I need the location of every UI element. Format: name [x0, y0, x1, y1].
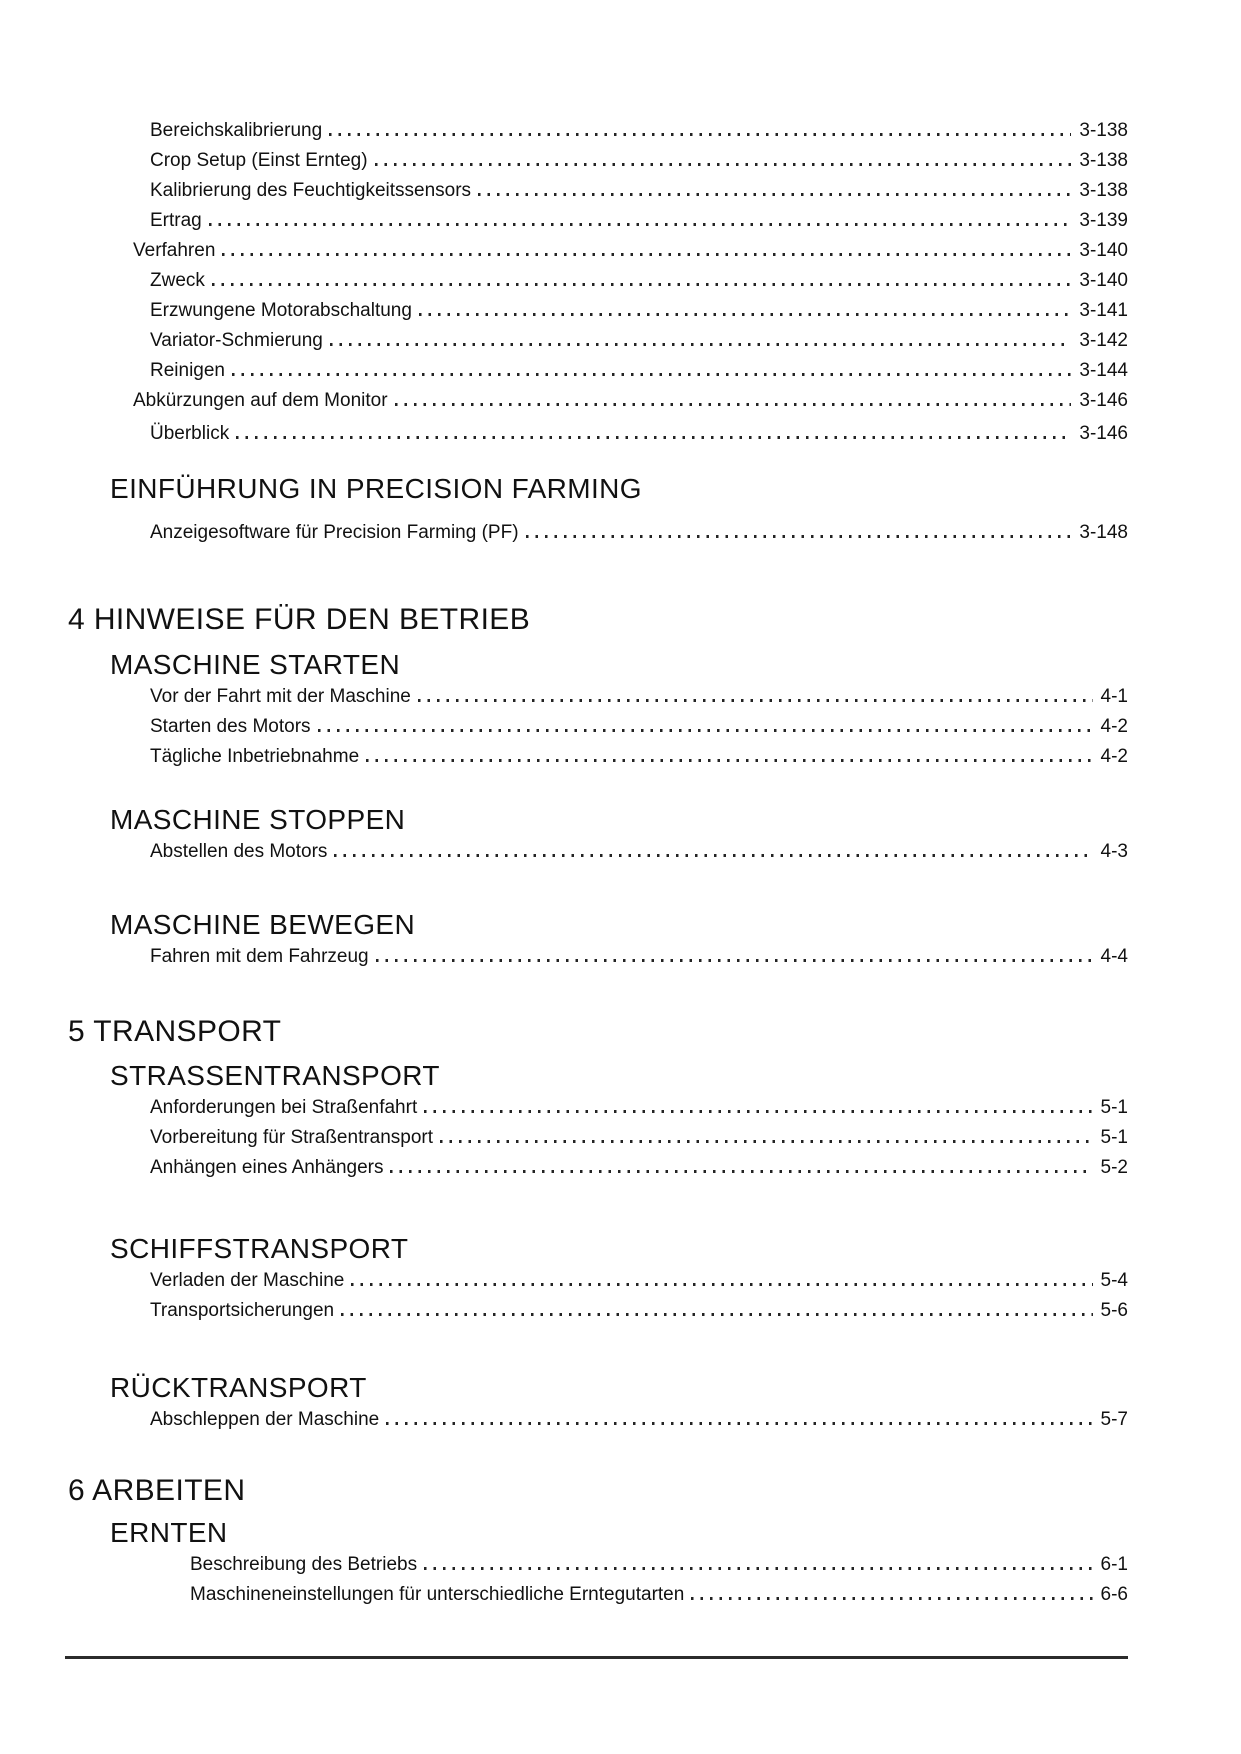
toc-entry — [0, 1405, 1241, 1435]
toc-entry — [0, 266, 1241, 296]
section-heading-strassentransport: STRASSENTRANSPORT — [110, 1060, 440, 1091]
dot-leader — [341, 1313, 1092, 1316]
toc-entry-page: 6-6 — [1100, 1584, 1128, 1605]
dot-leader — [212, 283, 1071, 286]
toc-entry-page: 3-140 — [1079, 240, 1128, 261]
toc-entry — [0, 1580, 1241, 1610]
dot-leader — [395, 403, 1072, 406]
toc-entry-page: 3-142 — [1079, 330, 1128, 351]
toc-entry — [0, 236, 1241, 266]
toc-entry-page: 3-146 — [1079, 423, 1128, 444]
toc-entry — [0, 1550, 1241, 1580]
toc-block-chapter3-continued — [0, 116, 1241, 449]
toc-entry — [0, 837, 1241, 867]
toc-entry-label: Abschleppen der Maschine — [150, 1409, 380, 1430]
dot-leader — [366, 759, 1092, 762]
toc-entry-label: Abstellen des Motors — [150, 841, 328, 862]
dot-leader — [232, 373, 1071, 376]
dot-leader — [390, 1170, 1092, 1173]
toc-entry — [0, 146, 1241, 176]
dot-leader — [222, 253, 1071, 256]
toc-entry-page: 5-7 — [1100, 1409, 1128, 1430]
dot-leader — [236, 436, 1071, 439]
toc-entry-label: Abkürzungen auf dem Monitor — [133, 390, 388, 411]
toc-entry-label: Tägliche Inbetriebnahme — [150, 746, 360, 767]
dot-leader — [334, 854, 1092, 857]
chapter-heading-hinweise-fuer-den-betrieb: 4 HINWEISE FÜR DEN BETRIEB — [68, 603, 531, 636]
toc-entry — [0, 1296, 1241, 1326]
toc-entry-page: 4-1 — [1100, 686, 1128, 707]
dot-leader — [424, 1110, 1092, 1113]
section-heading-ruecktransport: RÜCKTRANSPORT — [110, 1372, 367, 1403]
toc-entry-label: Ertrag — [150, 210, 202, 231]
dot-leader — [424, 1567, 1092, 1570]
dot-leader — [329, 133, 1071, 136]
toc-entry-page: 5-1 — [1100, 1097, 1128, 1118]
toc-entry-page: 3-138 — [1079, 150, 1128, 171]
dot-leader — [526, 535, 1072, 538]
toc-entry — [0, 1093, 1241, 1123]
section-heading-maschine-stoppen: MASCHINE STOPPEN — [110, 804, 406, 835]
toc-entry — [0, 682, 1241, 712]
toc-entry-label: Transportsicherungen — [150, 1300, 335, 1321]
section-heading-maschine-bewegen: MASCHINE BEWEGEN — [110, 909, 416, 940]
section-heading-einfuehrung-precision-farming: EINFÜHRUNG IN PRECISION FARMING — [110, 473, 642, 504]
dot-leader — [440, 1140, 1092, 1143]
toc-entry-label: Verladen der Maschine — [150, 1270, 345, 1291]
toc-entry — [0, 356, 1241, 386]
toc-entry-label: Reinigen — [150, 360, 225, 381]
toc-entry-page: 3-144 — [1079, 360, 1128, 381]
toc-entry — [0, 1123, 1241, 1153]
dot-leader — [418, 699, 1093, 702]
toc-entry — [0, 296, 1241, 326]
toc-entry-page: 3-139 — [1079, 210, 1128, 231]
toc-entry-page: 3-146 — [1079, 390, 1128, 411]
toc-entry-label: Verfahren — [133, 240, 216, 261]
dot-leader — [330, 343, 1072, 346]
toc-entry-page: 3-138 — [1079, 120, 1128, 141]
toc-entry-page: 4-3 — [1100, 841, 1128, 862]
toc-entry-label: Beschreibung des Betriebs — [190, 1554, 418, 1575]
toc-entry-label: Bereichskalibrierung — [150, 120, 323, 141]
toc-entry — [0, 518, 1241, 548]
section-heading-schiffstransport: SCHIFFSTRANSPORT — [110, 1233, 409, 1264]
toc-entry-page: 4-2 — [1100, 746, 1128, 767]
toc-entry-label: Kalibrierung des Feuchtigkeitssensors — [150, 180, 472, 201]
toc-entry-page: 5-1 — [1100, 1127, 1128, 1148]
dot-leader — [351, 1283, 1092, 1286]
dot-leader — [375, 163, 1072, 166]
toc-entry-label: Anforderungen bei Straßenfahrt — [150, 1097, 418, 1118]
toc-entry-label: Anzeigesoftware für Precision Farming (PF) — [150, 522, 519, 543]
toc-entry — [0, 1266, 1241, 1296]
chapter-heading-arbeiten: 6 ARBEITEN — [68, 1474, 246, 1507]
footer-rule — [65, 1656, 1128, 1659]
toc-entry — [0, 326, 1241, 356]
toc-entry-page: 6-1 — [1100, 1554, 1128, 1575]
toc-entry-page: 5-4 — [1100, 1270, 1128, 1291]
toc-entry — [0, 1153, 1241, 1183]
toc-entry-page: 5-2 — [1100, 1157, 1128, 1178]
toc-entry-label: Starten des Motors — [150, 716, 311, 737]
toc-entry-page: 5-6 — [1100, 1300, 1128, 1321]
toc-entry-label: Erzwungene Motorabschaltung — [150, 300, 412, 321]
toc-entry-label: Variator-Schmierung — [150, 330, 323, 351]
toc-entry — [0, 742, 1241, 772]
section-heading-maschine-starten: MASCHINE STARTEN — [110, 649, 401, 680]
dot-leader — [478, 193, 1071, 196]
toc-entry-page: 4-2 — [1100, 716, 1128, 737]
toc-entry — [0, 206, 1241, 236]
toc-entry — [0, 419, 1241, 449]
toc-entry-page: 3-138 — [1079, 180, 1128, 201]
toc-entry-page: 3-148 — [1079, 522, 1128, 543]
toc-entry — [0, 386, 1241, 416]
toc-entry-label: Fahren mit dem Fahrzeug — [150, 946, 369, 967]
dot-leader — [386, 1422, 1092, 1425]
toc-entry-label: Crop Setup (Einst Ernteg) — [150, 150, 368, 171]
dot-leader — [318, 729, 1093, 732]
toc-entry-page: 3-140 — [1079, 270, 1128, 291]
dot-leader — [376, 959, 1093, 962]
toc-entry-page: 3-141 — [1079, 300, 1128, 321]
toc-entry-label: Überblick — [150, 423, 230, 444]
toc-entry-page: 4-4 — [1100, 946, 1128, 967]
toc-entry-label: Maschineneinstellungen für unterschiedliche Erntegutarten — [190, 1584, 685, 1605]
toc-entry-label: Zweck — [150, 270, 205, 291]
toc-entry-label: Anhängen eines Anhängers — [150, 1157, 384, 1178]
dot-leader — [209, 223, 1072, 226]
toc-entry — [0, 942, 1241, 972]
chapter-heading-transport: 5 TRANSPORT — [68, 1015, 282, 1048]
toc-entry-label: Vor der Fahrt mit der Maschine — [150, 686, 411, 707]
toc-entry — [0, 116, 1241, 146]
dot-leader — [691, 1597, 1092, 1600]
toc-entry-label: Vorbereitung für Straßentransport — [150, 1127, 434, 1148]
dot-leader — [419, 313, 1071, 316]
section-heading-ernten: ERNTEN — [110, 1517, 228, 1548]
toc-entry — [0, 712, 1241, 742]
toc-entry — [0, 176, 1241, 206]
